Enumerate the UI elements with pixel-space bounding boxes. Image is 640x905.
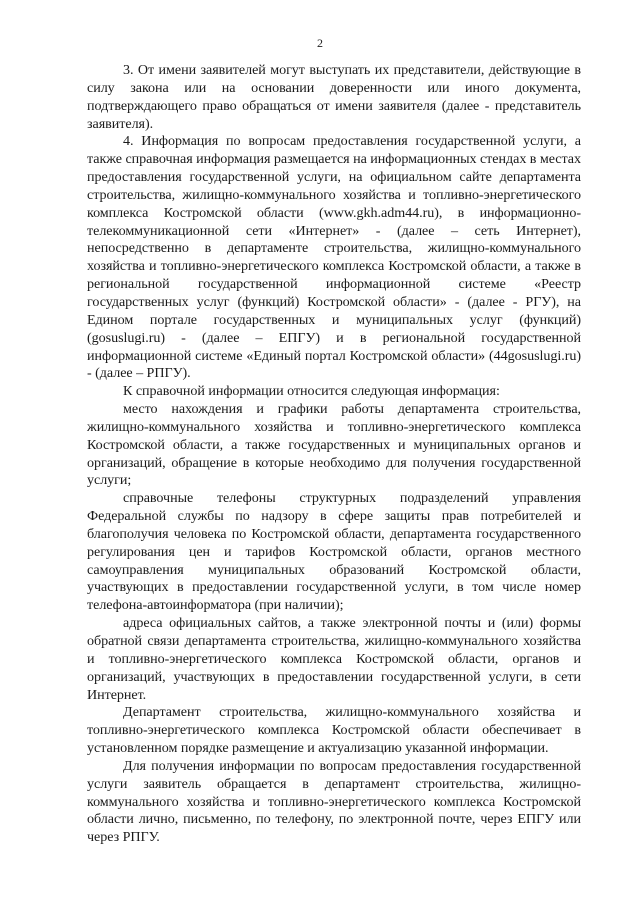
paragraph-department-ensures: Департамент строительства, жилищно-коммунального хозяйства и топливно-энергетического комплекса Костромской области обеспечивает в установленном порядке размещение и актуализацию указанной информации. (87, 704, 581, 757)
paragraph-3-representatives: 3. От имени заявителей могут выступать их представители, действующие в силу закона или на основании доверенности или иного документа, подтверждающего право обращаться от имени заявителя (далее - представитель заявителя). (87, 62, 581, 132)
paragraph-reference-info-intro: К справочной информации относится следующая информация: (123, 383, 500, 400)
paragraph-official-sites: адреса официальных сайтов, а также электронной почты и (или) формы обратной связи департамента строительства, жилищно-коммунального хозяйства и топливно-энергетического комплекса Костромской области, органов и организаций, участвующих в предоставлении государственной услуги, в сети Интернет. (87, 615, 581, 703)
paragraph-location-schedules: место нахождения и графики работы департамента строительства, жилищно-коммунального хозяйства и топливно-энергетического комплекса Костромской области, а также государственных и муниципальных органов и организаций, обращение в которые необходимо для получения государственной услуги; (87, 401, 581, 489)
paragraph-4-information-sources: 4. Информация по вопросам предоставления государственной услуги, а также справочная информация размещается на информационных стендах в местах предоставления государственной услуги, на официальном сайте департамента строительства, жилищно-коммунального хозяйства и топливно-энергетического комплекса Костромской области (www.gkh.adm44.ru), в информационно-телекоммуникационной сети «Интернет» - (далее – сеть Интернет), непосредственно в департаменте строительства, жилищно-коммунального хозяйства и топливно-энергетического комплекса Костромской области, а также в региональной государственной информационной системе «Реестр государственных услуг (функций) Костромской области» - (далее - РГУ), на Едином портале государственных и муниципальных услуг (функций) (gosuslugi.ru) - (далее – ЕПГУ) и в региональной государственной информационной системе «Единый портал Костромской области» (44gosuslugi.ru) - (далее – РПГУ). (87, 133, 581, 382)
paragraph-reference-phones: справочные телефоны структурных подразделений управления Федеральной службы по надзору в сфере защиты прав потребителей и благополучия человека по Костромской области, департамента государственного регулирования цен и тарифов Костромской области, органов местного самоуправления муниципальных образований Костромской области, участвующих в предоставлении государственной услуги, в том числе номер телефона-автоинформатора (при наличии); (87, 490, 581, 614)
page-number: 2 (317, 36, 323, 50)
paragraph-how-to-obtain: Для получения информации по вопросам предоставления государственной услуги заявитель обращается в департамент строительства, жилищно-коммунального хозяйства и топливно-энергетического комплекса Костромской области лично, письменно, по телефону, по электронной почте, через ЕПГУ или через РПГУ. (87, 757, 581, 846)
document-body (87, 62, 581, 847)
